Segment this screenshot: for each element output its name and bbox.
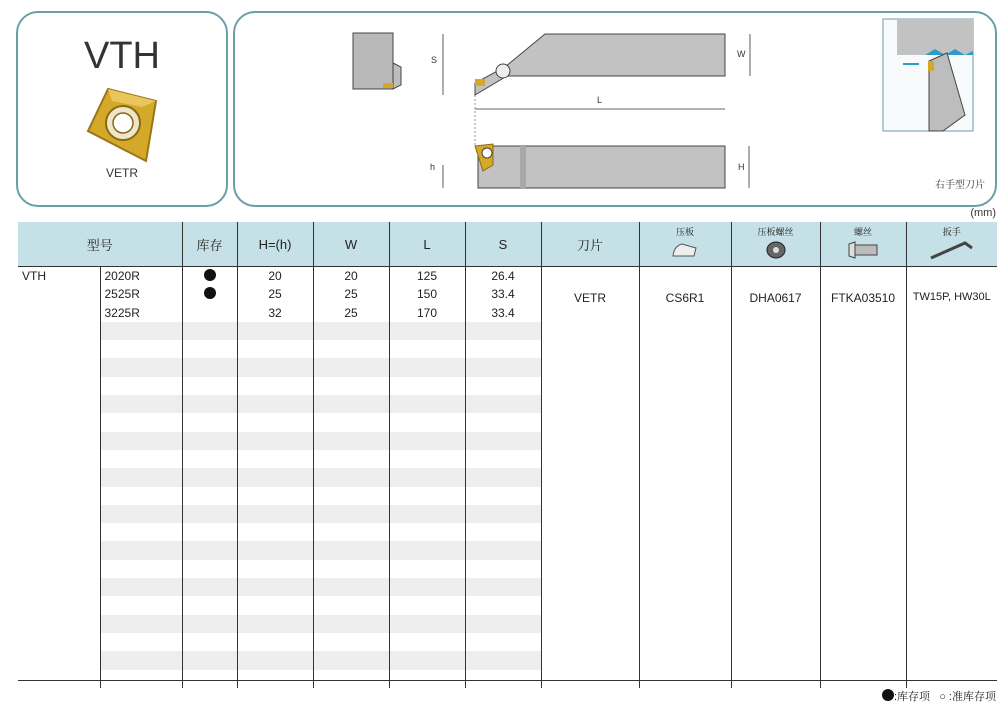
- h-cell: 25: [237, 285, 313, 303]
- h-cell: 20: [237, 267, 313, 286]
- col-clamp: [639, 222, 731, 267]
- in-stock-dot: [204, 287, 216, 299]
- screw-icon: [845, 240, 881, 260]
- w-cell: 25: [313, 285, 389, 303]
- dim-label-H: H: [738, 162, 745, 172]
- dim-label-w: W: [737, 49, 746, 59]
- h-cell: 32: [237, 304, 313, 322]
- model-cell: 2020R: [100, 267, 182, 286]
- col-clamp-label: 压板: [676, 226, 695, 237]
- col-stock: 库存: [182, 222, 237, 267]
- clamp-cell: CS6R1: [639, 267, 731, 688]
- clamp-screw-icon: [761, 240, 791, 260]
- col-model: 型号: [18, 222, 182, 267]
- table-row: [18, 267, 997, 286]
- col-clamp-screw: [731, 222, 820, 267]
- w-cell: 20: [313, 267, 389, 286]
- col-s: S: [465, 222, 541, 267]
- col-wrench: [906, 222, 997, 267]
- screw-cell: FTKA03510: [820, 267, 906, 688]
- s-cell: 26.4: [465, 267, 541, 286]
- model-cell: 3225R: [100, 304, 182, 322]
- l-cell: 125: [389, 267, 465, 286]
- col-height: H=(h): [237, 222, 313, 267]
- col-screw-label: 螺丝: [854, 226, 873, 237]
- l-cell: 170: [389, 304, 465, 322]
- legend-prep-stock: ○ :准库存项: [939, 691, 996, 703]
- col-wrench-label: 扳手: [942, 226, 961, 237]
- col-width: W: [313, 222, 389, 267]
- legend-in-stock: :库存项: [894, 691, 931, 703]
- insert-panel: [16, 11, 228, 207]
- series-cell: VTH: [22, 269, 46, 284]
- unit-label: (mm): [970, 207, 996, 219]
- col-length: L: [389, 222, 465, 267]
- spec-table: [18, 222, 997, 688]
- clamp-icon: [670, 240, 700, 260]
- col-screw: [820, 222, 906, 267]
- dim-label-l: L: [597, 95, 603, 105]
- in-stock-dot: [204, 269, 216, 281]
- insert-label: VETR: [105, 166, 138, 180]
- table-header-row: [18, 222, 997, 267]
- legend: [882, 688, 996, 704]
- model-cell: 2525R: [100, 285, 182, 303]
- wrench-cell: TW15P, HW30L: [906, 267, 997, 688]
- clamp-screw-cell: DHA0617: [731, 267, 820, 688]
- l-cell: 150: [389, 285, 465, 303]
- legend-dot: [882, 689, 894, 701]
- stock-cell: [182, 285, 237, 303]
- holder-diagram: [235, 13, 995, 205]
- dim-label-s: S: [431, 55, 438, 65]
- dim-label-h: h: [430, 162, 436, 172]
- s-cell: 33.4: [465, 285, 541, 303]
- wrench-icon: [927, 240, 977, 260]
- series-title: VTH: [84, 35, 160, 77]
- insert-icon: [80, 81, 166, 165]
- insert-cell: VETR: [541, 267, 639, 688]
- right-hand-label: 右手型刀片: [935, 180, 985, 191]
- stock-cell: [182, 267, 237, 286]
- col-clamp-screw-label: 压板螺丝: [757, 226, 794, 237]
- table-bottom-rule: [18, 680, 997, 681]
- col-insert: 刀片: [541, 222, 639, 267]
- w-cell: 25: [313, 304, 389, 322]
- stock-cell: [182, 304, 237, 322]
- holder-drawing-panel: [233, 11, 997, 207]
- s-cell: 33.4: [465, 304, 541, 322]
